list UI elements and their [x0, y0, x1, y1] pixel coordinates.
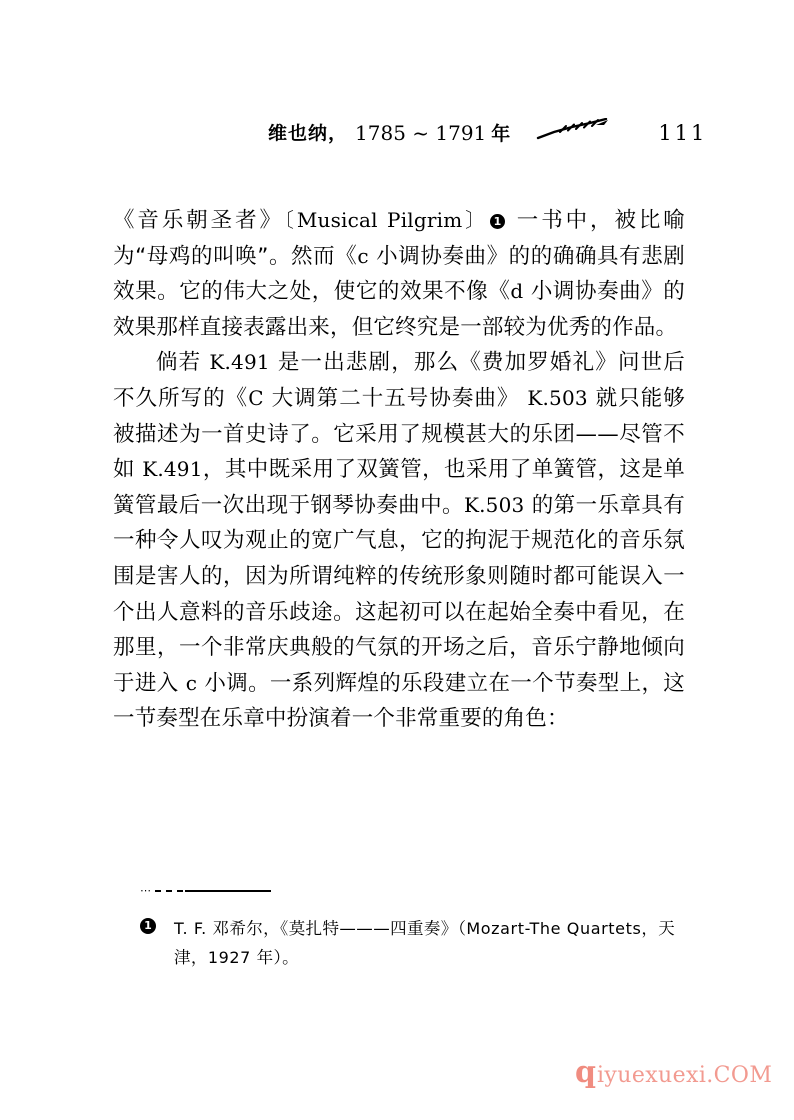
paragraph: 《音乐朝圣者》〔Musical Pilgrim〕 1 一书中，被比喻为“母鸡的叫唤”。然而《c 小调协奏曲》的的确确具有悲剧效果。它的伟大之处，使它的效果不像《d 小调协奏曲》的效果那样直接表露出来，但它终究是一部较为优秀的作品。	[113, 208, 686, 340]
latin-run: 〔Musical Pilgrim〕	[283, 208, 489, 232]
latin-run: c	[357, 243, 369, 268]
latin-run: Mozart-The Quartets	[466, 919, 642, 938]
watermark-logo-letter: q	[575, 1055, 596, 1090]
latin-run: C	[248, 385, 264, 410]
running-head-year-suffix: 年	[491, 123, 511, 145]
latin-run: K.491	[142, 457, 203, 482]
footnote-rule-solid	[185, 890, 271, 892]
latin-run: c	[185, 670, 198, 695]
watermark-domain-text: iyuexuexi.COM	[596, 1063, 773, 1088]
footnote-ref-icon[interactable]: 1	[490, 214, 505, 229]
latin-run: K.503	[527, 385, 588, 410]
paragraph: 倘若 K.491 是一出悲剧，那么《费加罗婚礼》问世后不久所写的《C 大调第二十五号协奏曲》 K.503 就只能够被描述为一首史诗了。它采用了规模甚大的乐团——尽管不如 K.491，其中既采用了双簧管，也采用了单簧管，这是单簧管最后一次出现于钢琴协奏曲中。K.503 的第一乐章具有一种令人叹为观止的宽广气息，它的拘泥于规范化的音乐氛围是害人的，因为所谓纯粹的传统形象则随时都可能误入一个出人意料的音乐歧途。这起初可以在起始全奏中看见，在那里，一个非常庆典般的气氛的开场之后，音乐宁静地倾向于进入 c 小调。一系列辉煌的乐段建立在一个节奏型上，这一节奏型在乐章中扮演着一个非常重要的角色：	[113, 350, 686, 732]
site-watermark	[575, 1055, 773, 1090]
footnote-item	[140, 914, 690, 972]
latin-run: 1927	[207, 948, 251, 967]
running-head-chapter: 维也纳，	[268, 123, 349, 145]
footnote-rule-dots: ⋯	[140, 884, 152, 897]
body-text	[113, 203, 685, 737]
latin-run: K.503	[463, 492, 525, 517]
running-head-years: 1785 ~ 1791	[355, 121, 487, 145]
footnote-separator-rule	[140, 886, 690, 896]
latin-run: T. F.	[174, 919, 213, 938]
footnote-area	[140, 886, 690, 972]
ornament-flourish-icon	[536, 118, 614, 140]
running-head	[113, 118, 708, 158]
latin-run: K.491	[209, 350, 270, 375]
latin-run: d	[510, 279, 524, 304]
footnote-text: T. F. 邓希尔，《莫扎特———四重奏》（Mozart-The Quartets，天津，1927 年）。	[174, 919, 676, 967]
page-number: 111	[658, 121, 708, 145]
footnote-rule-dashed	[155, 890, 183, 892]
footnote-marker-icon: 1	[140, 918, 156, 934]
